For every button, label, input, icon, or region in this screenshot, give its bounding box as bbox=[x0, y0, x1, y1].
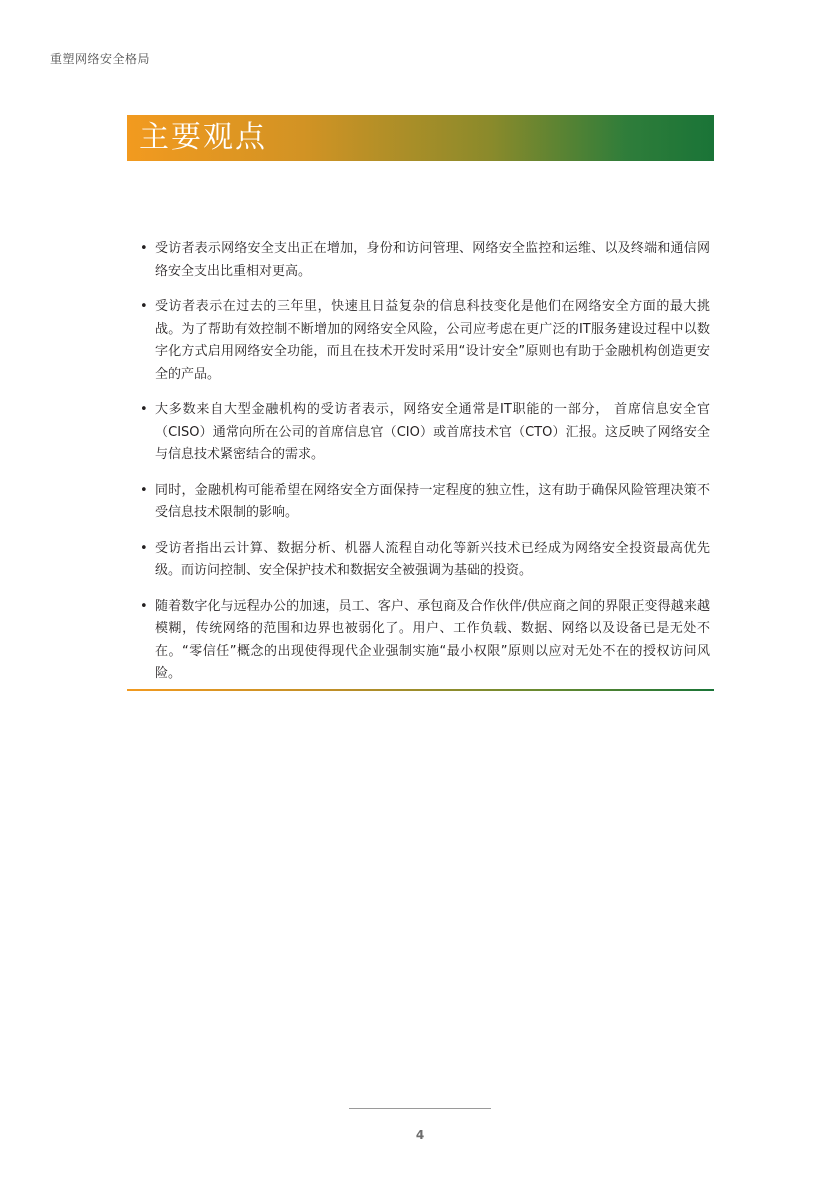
running-header: 重塑网络安全格局 bbox=[50, 52, 151, 66]
key-point-4 bbox=[140, 480, 710, 525]
bullet-icon: • bbox=[140, 402, 148, 417]
bullet-icon: • bbox=[140, 299, 148, 314]
section-title: 主要观点 bbox=[139, 120, 267, 155]
key-point-1 bbox=[140, 238, 710, 283]
key-point-text: 受访者表示在过去的三年里，快速且日益复杂的信息科技变化是他们在网络安全方面的最大挑战。为了帮助有效控制不断增加的网络安全风险，公司应考虑在更广泛的IT服务建设过程中以数字化方式启用网络安全功能，而且在技术开发时采用“设计安全”原则也有助于金融机构创造更安全的产品。 bbox=[155, 299, 710, 382]
bullet-icon: • bbox=[140, 598, 148, 614]
key-point-6 bbox=[140, 596, 710, 686]
key-points-list bbox=[140, 238, 710, 699]
key-point-text: 同时，金融机构可能希望在网络安全方面保持一定程度的独立性，这有助于确保风险管理决策不受信息技术限制的影响。 bbox=[155, 482, 710, 520]
bullet-icon: • bbox=[140, 540, 148, 556]
page-number: 4 bbox=[415, 1128, 425, 1142]
key-point-2 bbox=[140, 296, 710, 386]
section-bottom-rule bbox=[127, 689, 714, 691]
key-point-text: 受访者表示网络安全支出正在增加，身份和访问管理、网络安全监控和运维、以及终端和通信网络安全支出比重相对更高。 bbox=[155, 241, 710, 279]
key-point-text: 随着数字化与远程办公的加速，员工、客户、承包商及合作伙伴/供应商之间的界限正变得越来越模糊，传统网络的范围和边界也被弱化了。用户、工作负载、数据、网络以及设备已是无处不在。“零信任”概念的出现使得现代企业强制实施“最小权限”原则以应对无处不在的授权访问风险。 bbox=[155, 598, 710, 681]
bullet-icon: • bbox=[140, 241, 148, 256]
key-point-text: 受访者指出云计算、数据分析、机器人流程自动化等新兴技术已经成为网络安全投资最高优先级。而访问控制、安全保护技术和数据安全被强调为基础的投资。 bbox=[155, 540, 710, 578]
key-point-text: 大多数来自大型金融机构的受访者表示，网络安全通常是IT职能的一部分， 首席信息安全官（CISO）通常向所在公司的首席信息官（CIO）或首席技术官（CTO）汇报。这反映了网络安全与信息技术紧密结合的需求。 bbox=[155, 402, 710, 462]
key-point-5 bbox=[140, 538, 710, 583]
key-point-3 bbox=[140, 399, 710, 467]
footer-divider bbox=[349, 1108, 491, 1109]
bullet-icon: • bbox=[140, 482, 148, 498]
